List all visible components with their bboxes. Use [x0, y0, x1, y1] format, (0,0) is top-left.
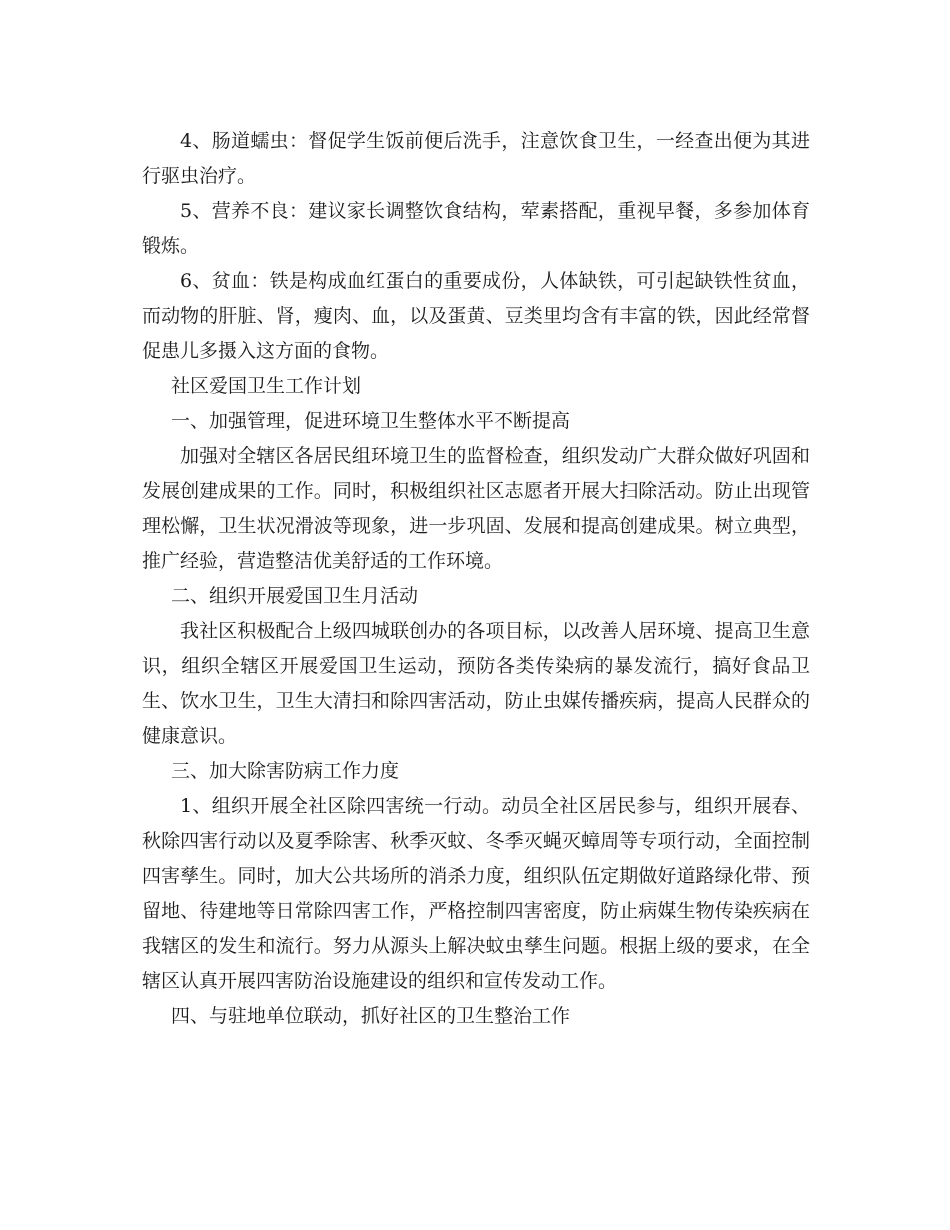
- section-heading-1: 一、加强管理，促进环境卫生整体水平不断提高: [171, 410, 571, 432]
- paragraph-anemia: 6、贫血：铁是构成血红蛋白的重要成份，人体缺铁，可引起缺铁性贫血，而动物的肝脏、肾，瘦肉、血，以及蛋黄、豆类里均含有丰富的铁，因此经常督促患儿多摄入这方面的食物。: [142, 270, 810, 362]
- section-heading-2: 二、组织开展爱国卫生月活动: [171, 585, 419, 607]
- section-heading-3: 三、加大除害防病工作力度: [171, 760, 400, 782]
- document-body: [142, 124, 810, 1034]
- paragraph-malnutrition: 5、营养不良：建议家长调整饮食结构，荤素搭配，重视早餐，多参加体育锻炼。: [142, 200, 810, 257]
- section-1-body: 加强对全辖区各居民组环境卫生的监督检查，组织发动广大群众做好巩固和发展创建成果的工作。同时，积极组织社区志愿者开展大扫除活动。防止出现管理松懈，卫生状况滑波等现象，进一步巩固、发展和提高创建成果。树立典型，推广经验，营造整洁优美舒适的工作环境。: [142, 445, 810, 572]
- section-3-body: 1、组织开展全社区除四害统一行动。动员全社区居民参与，组织开展春、秋除四害行动以及夏季除害、秋季灭蚊、冬季灭蝇灭蟑周等专项行动，全面控制四害孳生。同时，加大公共场所的消杀力度，组织队伍定期做好道路绿化带、预留地、待建地等日常除四害工作，严格控制四害密度，防止病媒生物传染疾病在我辖区的发生和流行。努力从源头上解决蚊虫孳生问题。根据上级的要求，在全辖区认真开展四害防治设施建设的组织和宣传发动工作。: [142, 795, 810, 992]
- document-title: 社区爱国卫生工作计划: [171, 375, 362, 397]
- section-2-body: 我社区积极配合上级四城联创办的各项目标，以改善人居环境、提高卫生意识，组织全辖区开展爱国卫生运动，预防各类传染病的暴发流行，搞好食品卫生、饮水卫生，卫生大清扫和除四害活动，防止虫媒传播疾病，提高人民群众的健康意识。: [142, 620, 810, 747]
- section-heading-4: 四、与驻地单位联动，抓好社区的卫生整治工作: [171, 1005, 571, 1027]
- paragraph-intestinal-worms: 4、肠道蠕虫：督促学生饭前便后洗手，注意饮食卫生，一经查出便为其进行驱虫治疗。: [142, 130, 810, 187]
